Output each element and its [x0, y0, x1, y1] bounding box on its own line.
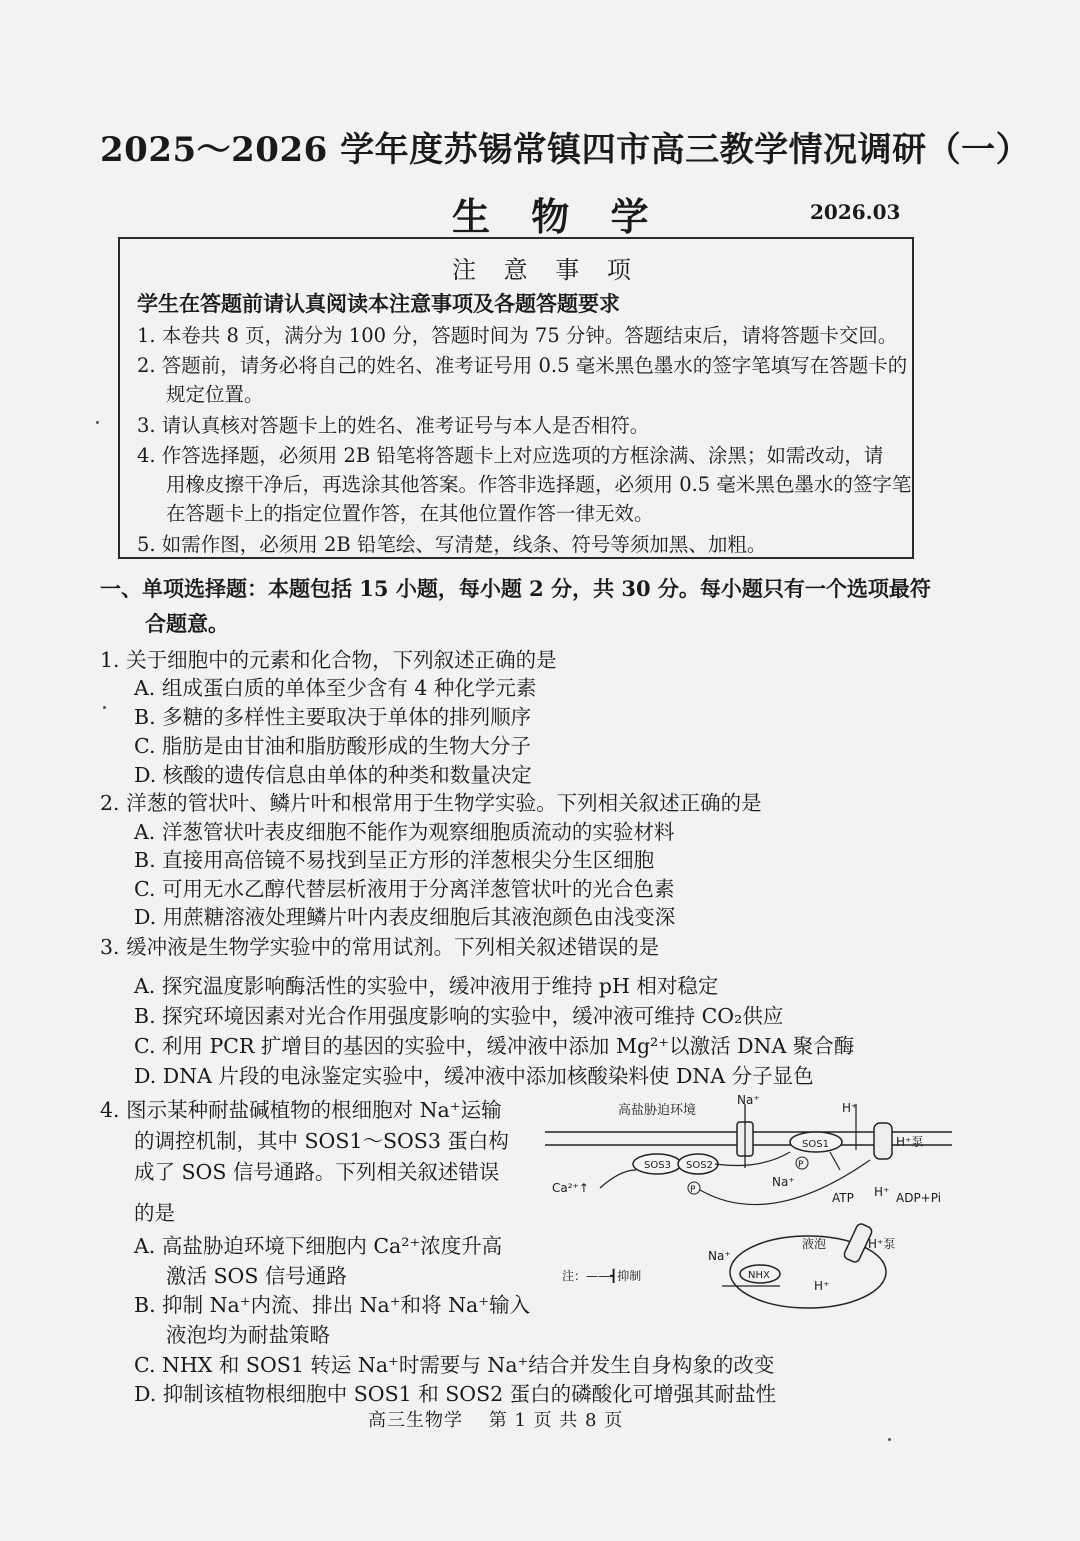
notice-line: 规定位置。	[166, 383, 264, 406]
question-stem: 的是	[134, 1201, 175, 1225]
question-option: B. 多糖的多样性主要取决于单体的排列顺序	[134, 705, 532, 729]
notice-line: 4. 作答选择题，必须用 2B 铅笔将答题卡上对应选项的方框涂满、涂黑；如需改动，请	[137, 444, 884, 467]
page-title: 2025～2026 学年度苏锡常镇四市高三教学情况调研（一）	[100, 130, 1031, 170]
question-stem: 1. 关于细胞中的元素和化合物，下列叙述正确的是	[100, 648, 557, 672]
atp-label: ATP	[832, 1191, 854, 1205]
p-label: P	[690, 1185, 696, 1195]
subject-title: 生 物 学	[452, 194, 663, 239]
speck	[103, 706, 106, 709]
sos3-label: SOS3	[644, 1160, 671, 1171]
nhx-label: NHX	[748, 1270, 770, 1281]
question-option: A. 高盐胁迫环境下细胞内 Ca²⁺浓度升高	[134, 1234, 503, 1258]
question-option: A. 洋葱管状叶表皮细胞不能作为观察细胞质流动的实验材料	[134, 820, 675, 844]
na-label-out: Na⁺	[772, 1175, 795, 1189]
question-option: D. 核酸的遗传信息由单体的种类和数量决定	[134, 763, 532, 787]
notice-line: 用橡皮擦干净后，再选涂其他答案。作答非选择题，必须用 0.5 毫米黑色墨水的签字笔	[166, 473, 912, 496]
question-option: C. 利用 PCR 扩增目的基因的实验中，缓冲液中添加 Mg²⁺以激活 DNA 聚合酶	[134, 1034, 855, 1058]
h-pump	[874, 1123, 892, 1159]
question-stem: 2. 洋葱的管状叶、鳞片叶和根常用于生物学实验。下列相关叙述正确的是	[100, 791, 762, 815]
question-option: B. 直接用高倍镜不易找到呈正方形的洋葱根尖分生区细胞	[134, 848, 655, 872]
question-option: D. 用蔗糖溶液处理鳞片叶内表皮细胞后其液泡颜色由浅变深	[134, 905, 676, 929]
adp-label: ADP+Pi	[896, 1191, 942, 1205]
question-option: B. 探究环境因素对光合作用强度影响的实验中，缓冲液可维持 CO₂供应	[134, 1004, 784, 1028]
notice-line: 在答题卡上的指定位置作答，在其他位置作答一律无效。	[166, 502, 654, 525]
section-heading: 一、单项选择题：本题包括 15 小题，每小题 2 分，共 30 分。每小题只有一个选项最符	[100, 576, 931, 601]
vacuole-label: 液泡	[802, 1237, 827, 1251]
h-label-vac: H⁺	[814, 1279, 830, 1293]
sos2-label: SOS2	[686, 1160, 713, 1171]
sos1-label: SOS1	[802, 1139, 829, 1150]
question-stem: 3. 缓冲液是生物学实验中的常用试剂。下列相关叙述错误的是	[100, 935, 660, 959]
speck	[96, 421, 99, 424]
h-label-top: H⁺	[842, 1101, 858, 1115]
notice-line: 3. 请认真核对答题卡上的姓名、准考证号与本人是否相符。	[137, 414, 650, 437]
sos-pathway-diagram	[540, 1090, 960, 1315]
exam-date: 2026.03	[810, 200, 901, 224]
question-stem: 的调控机制，其中 SOS1～SOS3 蛋白构	[134, 1129, 509, 1153]
p-label: P	[798, 1160, 804, 1170]
question-stem: 4. 图示某种耐盐碱植物的根细胞对 Na⁺运输	[100, 1098, 502, 1122]
question-stem: 成了 SOS 信号通路。下列相关叙述错误	[134, 1160, 500, 1184]
na-label-vac: Na⁺	[708, 1249, 731, 1263]
notice-title: 注 意 事 项	[452, 256, 641, 284]
notice-line: 5. 如需作图，必须用 2B 铅笔绘、写清楚，线条、符号等须加黑、加粗。	[137, 533, 767, 556]
section-heading-cont: 合题意。	[145, 611, 229, 636]
question-option: B. 抑制 Na⁺内流、排出 Na⁺和将 Na⁺输入	[134, 1293, 531, 1317]
question-option: C. NHX 和 SOS1 转运 Na⁺时需要与 Na⁺结合并发生自身构象的改变	[134, 1353, 775, 1377]
notice-subtitle: 学生在答题前请认真阅读本注意事项及各题答题要求	[137, 291, 620, 316]
h-label-mid: H⁺	[874, 1185, 890, 1199]
question-option: A. 组成蛋白质的单体至少含有 4 种化学元素	[134, 676, 537, 700]
notice-line: 1. 本卷共 8 页，满分为 100 分，答题时间为 75 分钟。答题结束后，请将答题卡交回。	[137, 324, 898, 347]
ca-label: Ca²⁺↑	[552, 1181, 589, 1195]
question-option: A. 探究温度影响酶活性的实验中，缓冲液用于维持 pH 相对稳定	[134, 974, 719, 998]
question-option: D. 抑制该植物根细胞中 SOS1 和 SOS2 蛋白的磷酸化可增强其耐盐性	[134, 1382, 777, 1406]
speck	[888, 1438, 891, 1441]
env-label: 高盐胁迫环境	[618, 1103, 697, 1118]
notice-line: 2. 答题前，请务必将自己的姓名、准考证号用 0.5 毫米黑色墨水的签字笔填写在答题卡的	[137, 354, 908, 377]
figure-legend: 注：——┫抑制	[562, 1269, 642, 1283]
question-option-cont: 激活 SOS 信号通路	[166, 1264, 347, 1288]
page-footer: 高三生物学 第 1 页 共 8 页	[368, 1410, 624, 1431]
question-option: C. 可用无水乙醇代替层析液用于分离洋葱管状叶的光合色素	[134, 877, 675, 901]
question-option: C. 脂肪是由甘油和脂肪酸形成的生物大分子	[134, 734, 531, 758]
vacuole-h-pump-label: H⁺泵	[868, 1237, 896, 1251]
question-option: D. DNA 片段的电泳鉴定实验中，缓冲液中添加核酸染料使 DNA 分子显色	[134, 1064, 814, 1088]
na-label-top: Na⁺	[737, 1093, 760, 1107]
question-option-cont: 液泡均为耐盐策略	[166, 1323, 330, 1347]
h-pump-label: H⁺泵	[896, 1135, 924, 1149]
